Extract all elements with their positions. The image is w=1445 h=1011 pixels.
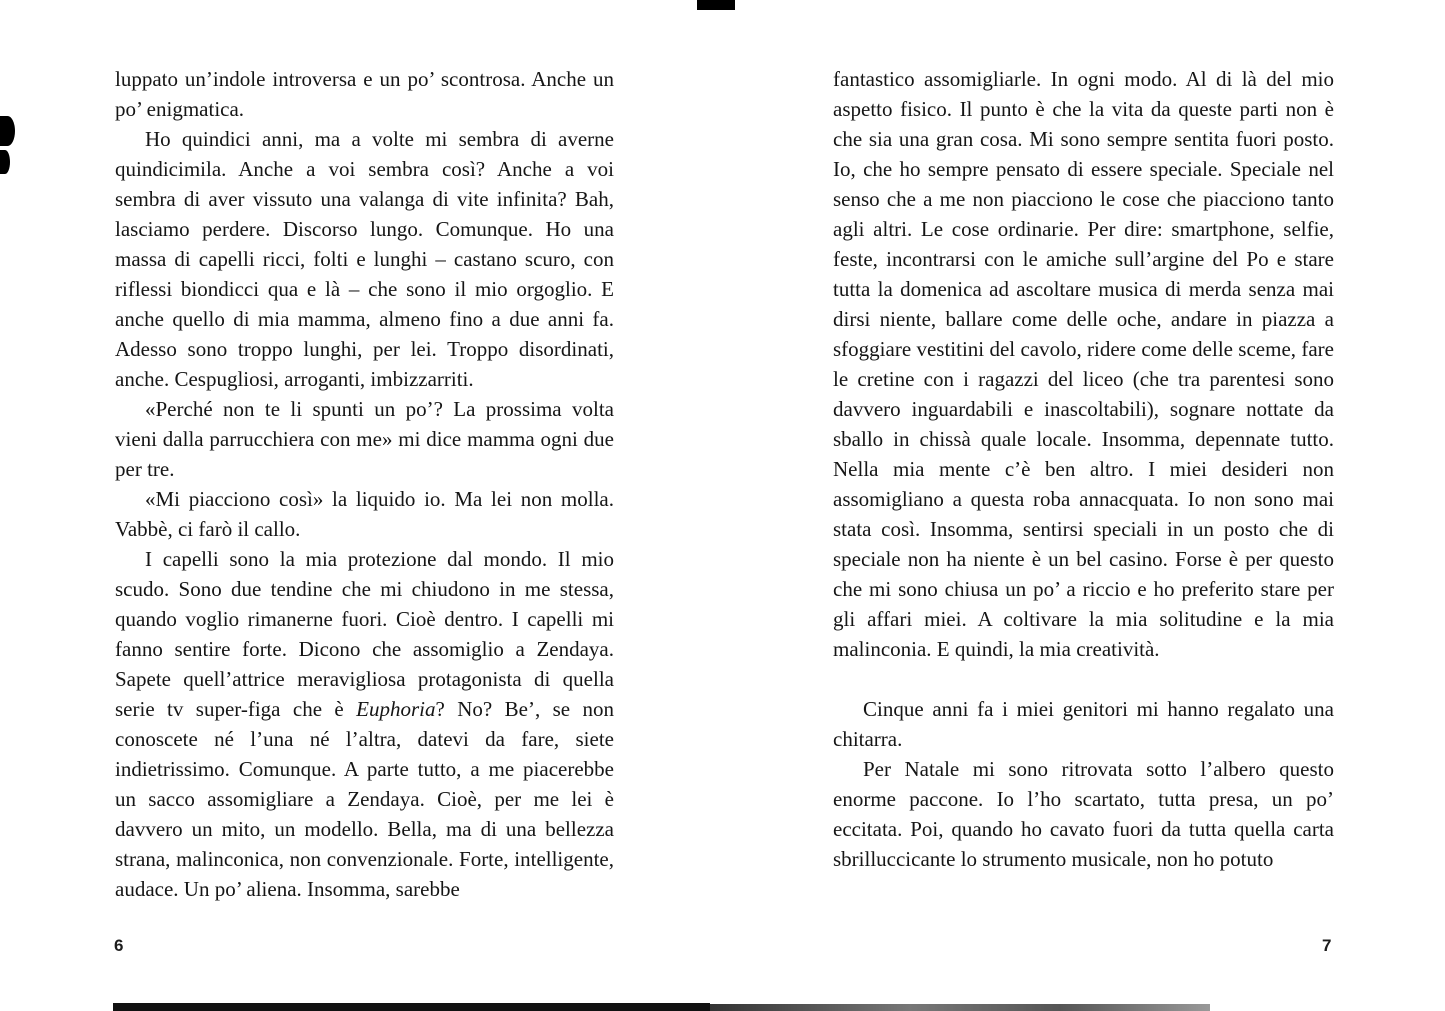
scan-artifact-bottom-bar (113, 1003, 710, 1011)
paragraph: «Mi piacciono così» la liquido io. Ma lei non molla. Vabbè, ci farò il callo. (115, 487, 614, 541)
page-number-right: 7 (1322, 936, 1332, 955)
paragraph: Ho quindici anni, ma a volte mi sembra di averne quindicimila. Anche a voi sembra così? Anche a voi sembra di aver vissuto una valanga di vite infinita? Bah, lasciamo perdere. Discorso lungo. Comunque. Ho una massa di capelli ricci, folti e lunghi – castano scuro, con riflessi biondicci qua e là – che sono il mio orgoglio. E anche quello di mia mamma, almeno fino a due anni fa. Adesso sono troppo lunghi, per lei. Troppo disordinati, anche. Cespugliosi, arroganti, imbizzarriti. (115, 127, 614, 391)
left-page (115, 64, 614, 904)
scan-artifact-left-edge (0, 150, 10, 174)
paragraph-text: ? No? Be’, se non conoscete né l’una né l’altra, datevi da fare, siete indietrissimo. Comunque. A parte tutto, a me piacerebbe un sacco assomigliare a Zendaya. Cioè, per me lei è davvero un mito, un modello. Bella, ma di una bellezza strana, malinconica, non convenzionale. Forte, intelligente, audace. Un po’ aliena. Insomma, sarebbe (115, 697, 614, 901)
scan-artifact-top (697, 0, 735, 10)
paragraph: fantastico assomigliarle. In ogni modo. Al di là del mio aspetto fisico. Il punto è che la vita da queste parti non è che sia una gran cosa. Mi sono sempre sentita fuori posto. Io, che ho sempre pensato di essere speciale. Speciale nel senso che a me non piacciono le cose che piacciono tanto agli altri. Le cose ordinarie. Per dire: smartphone, selfie, feste, incontrarsi con le amiche sull’argine del Po e stare tutta la domenica ad ascoltare musica di merda senza mai dirsi niente, ballare come delle oche, andare in piazza a sfoggiare vestitini del cavolo, ridere come delle sceme, fare le cretine con i ragazzi del liceo (che tra parentesi sono davvero inguardabili e inascoltabili), sognare nottate da sballo in chissà quale locale. Insomma, depennate tutto. Nella mia mente c’è ben altro. I miei desideri non assomigliano a questa roba annacquata. Io non sono mai stata così. Insomma, sentirsi speciali in un posto che di speciale non ha niente è un bel casino. Forse è per questo che mi sono chiusa un po’ a riccio e ho preferito stare per gli affari miei. A coltivare la mia solitudine e la mia malinconia. E quindi, la mia creatività. (833, 67, 1334, 661)
italic-series-title: Euphoria (356, 697, 436, 721)
scan-artifact-left-edge (0, 116, 15, 146)
paragraph-text: I capelli sono la mia protezione dal mondo. Il mio scudo. Sono due tendine che mi chiudono in me stessa, quando voglio rimanerne fuori. Cioè dentro. I capelli mi fanno sentire forte. Dicono che assomiglio a Zendaya. Sapete quell’attrice meravigliosa protagonista di quella serie tv super-figa che è (115, 547, 614, 721)
paragraph: Cinque anni fa i miei genitori mi hanno regalato una chitarra. (833, 697, 1334, 751)
right-page (833, 64, 1334, 874)
page-number-left: 6 (114, 936, 124, 955)
paragraph: luppato un’indole introversa e un po’ scontrosa. Anche un po’ enigmatica. (115, 67, 614, 121)
paragraph: Per Natale mi sono ritrovata sotto l’albero questo enorme paccone. Io l’ho scartato, tutta presa, un po’ eccitata. Poi, quando ho cavato fuori da tutta quella carta sbrilluccicante lo strumento musicale, non ho potuto (833, 757, 1334, 871)
paragraph: «Perché non te li spunti un po’? La prossima volta vieni dalla parrucchiera con me» mi dice mamma ogni due per tre. (115, 397, 614, 481)
scan-artifact-bottom-bar (710, 1004, 1210, 1011)
paragraph (115, 544, 614, 904)
